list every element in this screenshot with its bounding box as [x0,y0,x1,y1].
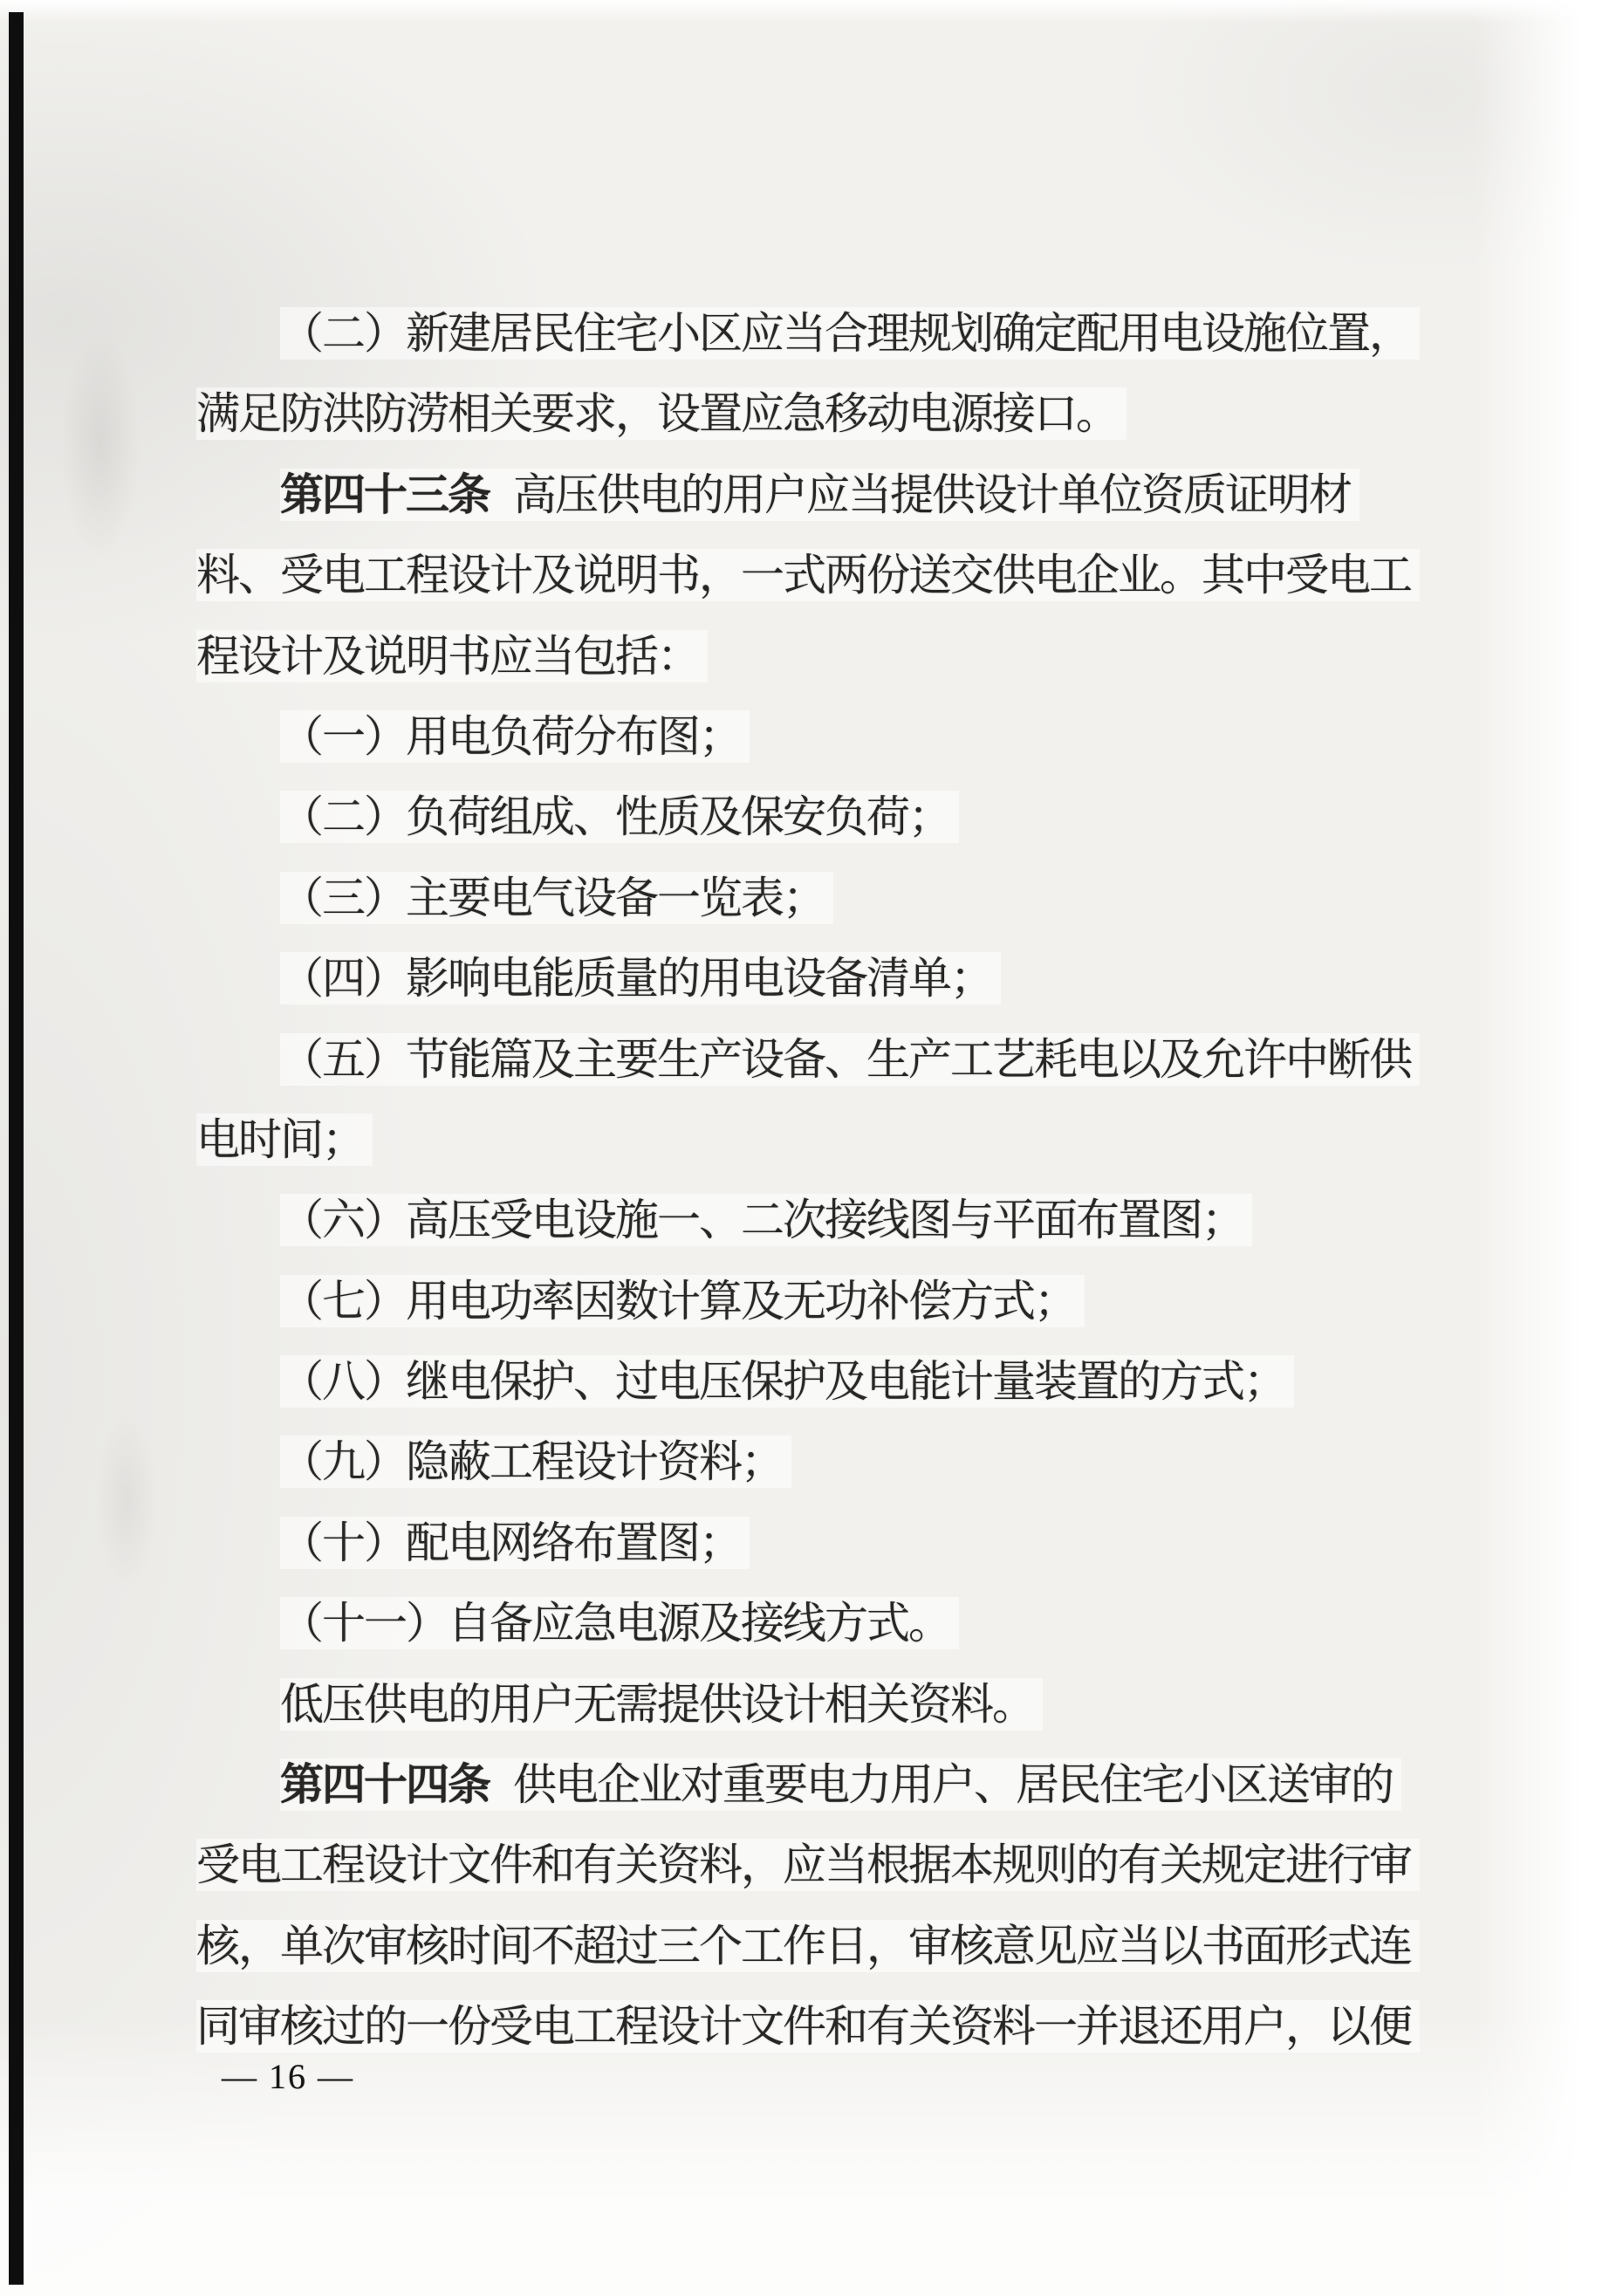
text-run: （四）影响电能质量的用电设备清单； [280,954,992,1004]
text-run: 程设计及说明书应当包括： [196,631,699,681]
text-line [196,455,1418,535]
text-line [196,1583,1418,1663]
text-line-inner [280,952,1001,1004]
text-run: 低压供电的用户无需提供设计相关资料。 [280,1679,1034,1729]
text-run: （二）新建居民住宅小区应当合理规划确定配用电设施位置， [280,309,1411,358]
document-body-text [196,293,1418,2067]
text-line [196,374,1418,454]
text-line-inner [196,2000,1420,2053]
text-line-inner [196,1114,373,1166]
text-run: （十一）自备应急电源及接线方式。 [280,1599,950,1648]
text-run: 核，单次审核时间不超过三个工作日，审核意见应当以书面形式连 [196,1921,1411,1970]
text-line-inner [280,469,1359,521]
text-line-inner [280,1033,1420,1086]
text-line-inner [196,1920,1420,1972]
text-line-inner [280,1758,1401,1811]
text-run: （十）配电网络布置图； [280,1518,741,1567]
text-line-inner [280,1678,1043,1731]
text-line [196,535,1418,615]
text-line [196,938,1418,1018]
text-line [196,1503,1418,1583]
text-spacer [490,455,513,535]
text-line [196,1825,1418,1905]
text-line-inner [196,387,1127,440]
scan-edge-bar [9,12,24,2285]
text-line-inner [196,1839,1420,1891]
text-run: （一）用电负荷分布图； [280,711,741,761]
text-line-inner [280,872,833,924]
text-line-inner [280,1355,1294,1408]
text-line-inner [280,791,959,843]
text-run: （三）主要电气设备一览表； [280,873,825,922]
text-run: 供电企业对重要电力用户、居民住宅小区送审的 [513,1760,1393,1810]
text-line [196,1100,1418,1180]
text-line [196,696,1418,777]
text-run: （九）隐蔽工程设计资料； [280,1437,783,1487]
text-line-inner [280,1275,1085,1327]
text-line [196,616,1418,696]
text-line-inner [196,549,1420,601]
text-line [196,1422,1418,1502]
text-line-inner [280,710,750,763]
scan-smudge [61,332,140,559]
text-run: （八）继电保护、过电压保护及电能计量装置的方式； [280,1357,1285,1407]
text-line-inner [196,630,708,682]
text-line [196,1744,1418,1825]
text-line [196,1019,1418,1100]
text-run: 满足防洪防涝相关要求，设置应急移动电源接口。 [196,389,1118,439]
text-line [196,293,1418,374]
text-run: 受电工程设计文件和有关资料，应当根据本规则的有关规定进行审 [196,1840,1411,1890]
text-run: （六）高压受电设施一、二次接线图与平面布置图； [280,1196,1243,1245]
text-line-inner [280,1194,1252,1246]
page-number: — 16 — [222,2057,354,2096]
text-line [196,1664,1418,1744]
text-run: （七）用电功率因数计算及无功补偿方式； [280,1276,1076,1326]
text-run: 料、受电工程设计及说明书，一式两份送交供电企业。其中受电工 [196,551,1411,600]
text-line-inner [280,307,1420,360]
text-spacer [490,1744,513,1825]
text-line-inner [280,1517,750,1569]
text-run: 电时间； [196,1114,364,1164]
text-line [196,1180,1418,1260]
text-run: 高压供电的用户应当提供设计单位资质证明材 [513,469,1351,519]
text-line [196,777,1418,857]
text-line-inner [280,1436,791,1488]
scan-smudge [96,1414,157,1588]
text-run: （五）节能篇及主要生产设备、生产工艺耗电以及允许中断供 [280,1034,1411,1084]
text-line [196,1986,1418,2066]
text-line-inner [280,1597,959,1649]
text-line [196,858,1418,938]
article-number-bold: 第四十三条 [280,469,490,519]
text-line [196,1906,1418,1986]
text-line [196,1341,1418,1422]
text-line [196,1261,1418,1341]
text-run: 同审核过的一份受电工程设计文件和有关资料一并退还用户，以便 [196,2002,1411,2052]
article-number-bold: 第四十四条 [280,1760,490,1810]
text-run: （二）负荷组成、性质及保安负荷； [280,792,950,842]
